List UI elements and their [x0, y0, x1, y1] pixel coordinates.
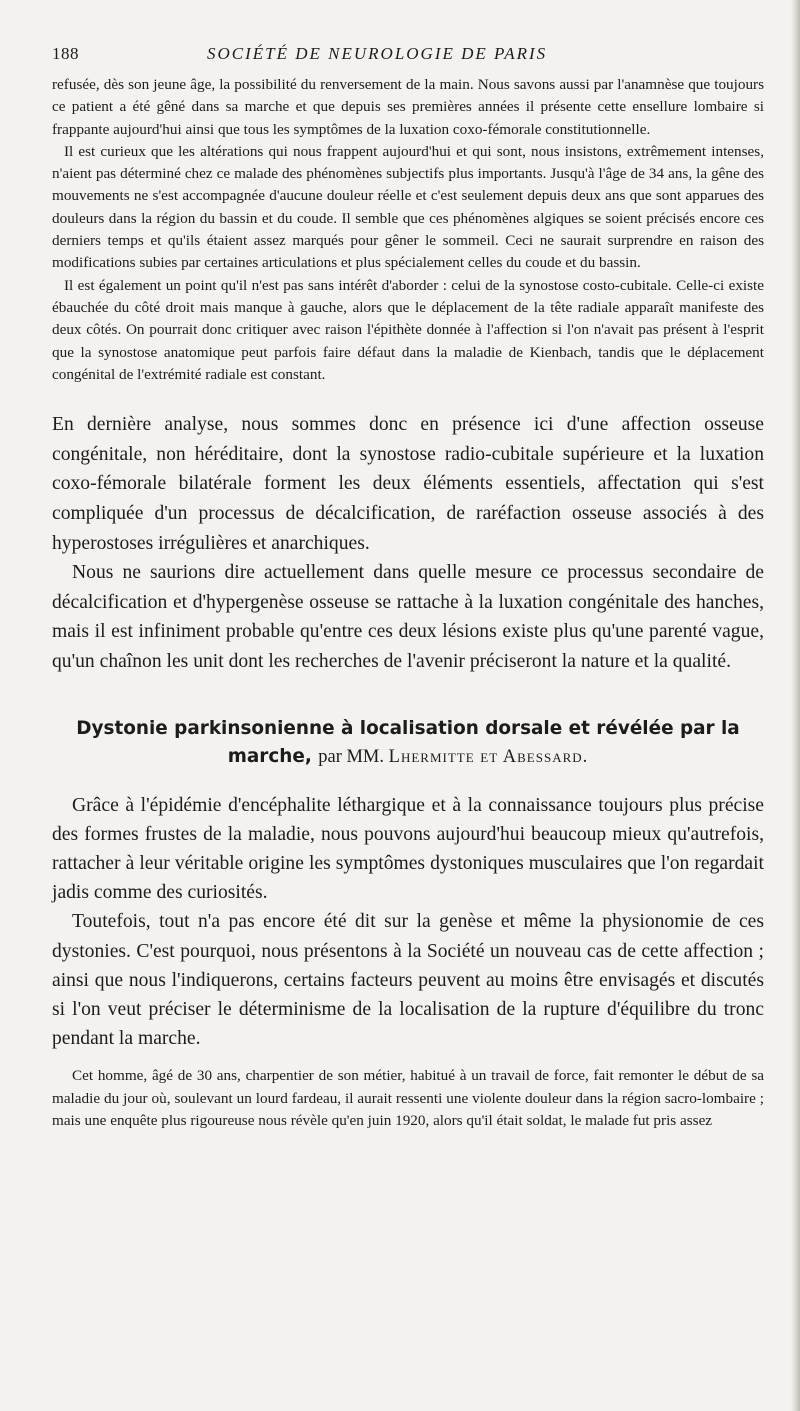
section-title [52, 715, 764, 771]
paragraph: En dernière analyse, nous sommes donc en présence ici d'une affection osseuse congénitale, non héréditaire, dont la synostose radio-cubitale supérieure et la luxation coxo-fémorale bilatérale forment les deux éléments essentiels, affectation qui s'est compliquée d'un processus de décalcification, de raréfaction osseuse associés à des hyperostoses irrégulières et anarchiques. [52, 414, 764, 554]
paragraph: Nous ne saurions dire actuellement dans quelle mesure ce processus secondaire de décalcification et d'hypergenèse osseuse se rattache à la luxation congénitale des hanches, mais il est infiniment probable qu'entre ces deux lésions existe plus qu'une parenté vague, qu'un chaînon les unit dont les recherches de l'avenir préciseront la nature et la qualité. [52, 562, 764, 672]
section-body [52, 791, 764, 1054]
byline-prefix: par MM. [318, 746, 385, 767]
section-byline [318, 747, 588, 767]
conclusion-block [52, 410, 764, 676]
page-number: 188 [52, 44, 79, 63]
paragraph: Toutefois, tout n'a pas encore été dit sur la genèse et même la physionomie de ces dystonies. C'est pourquoi, nous présentons à la Société un nouveau cas de cette affection ; ainsi que nous l'indiquerons, certains facteurs peuvent au moins être envisagés et discutés si l'on veut préciser le déterminisme de la localisation de la rupture d'équilibre du tronc pendant la marche. [52, 911, 764, 1050]
page-edge [791, 0, 800, 1411]
section-title-text: Dystonie parkinsonienne à localisation dorsale et révélée par la marche, [76, 717, 740, 767]
paragraph: Il est curieux que les altérations qui nous frappent aujourd'hui et qui sont, nous insistons, extrêmement intenses, n'aient pas déterminé chez ce malade des phénomènes subjectifs plus importants. Jusqu'à l'âge de 34 ans, la gêne des mouvements ne s'est accompagnée d'aucune douleur réelle et c'est seulement depuis deux ans que sont apparues des douleurs dans la région du bassin et du coude. Il semble que ces phénomènes algiques se soient précisés encore ces derniers temps et qu'ils étaient assez marqués pour gêner le sommeil. Ceci ne saurait surprendre en raison des modifications subies par certaines articulations et plus spécialement celles du coude et du bassin. [52, 142, 764, 272]
paragraph: Il est également un point qu'il n'est pas sans intérêt d'aborder : celui de la synostose costo-cubitale. Celle-ci existe ébauchée du côté droit mais manque à gauche, alors que le déplacement de la tête radiale apparaît manifeste des deux côtés. On pourrait donc critiquer avec raison l'épithète donnée à l'affection si l'on n'avait pas présent à l'esprit que la synostose anatomique peut parfois faire défaut dans la maladie de Kienbach, tandis que le déplacement congénital de l'extrémité radiale est constant. [52, 276, 764, 383]
document-page [52, 44, 764, 1132]
small-print-block [52, 74, 764, 386]
section-authors: Lhermitte et Abessard. [388, 746, 589, 767]
running-title: SOCIÉTÉ DE NEUROLOGIE DE PARIS [207, 44, 548, 63]
case-report [52, 1065, 764, 1132]
paragraph: refusée, dès son jeune âge, la possibilité du renversement de la main. Nous savons aussi par l'anamnèse que toujours ce patient a été gêné dans sa marche et que depuis ses premières années il présente cette ensellure lombaire si frappante aujourd'hui ainsi que tous les symptômes de la luxation coxo-fémorale constitutionnelle. [52, 76, 764, 138]
paragraph: Grâce à l'épidémie d'encéphalite léthargique et à la connaissance toujours plus précise des formes frustes de la maladie, nous pouvons aujourd'hui beaucoup mieux qu'autrefois, rattacher à leur véritable origine les symptômes dystoniques musculaires que l'on regardait jadis comme des curiosités. [52, 794, 764, 904]
page-header [52, 44, 764, 74]
paragraph: Cet homme, âgé de 30 ans, charpentier de son métier, habitué à un travail de force, fait remonter le début de sa maladie du jour où, soulevant un lourd fardeau, il aurait ressenti une violente douleur dans la région sacro-lombaire ; mais une enquête plus rigoureuse nous révèle qu'en juin 1920, alors qu'il était soldat, le malade fut pris assez [52, 1067, 764, 1129]
